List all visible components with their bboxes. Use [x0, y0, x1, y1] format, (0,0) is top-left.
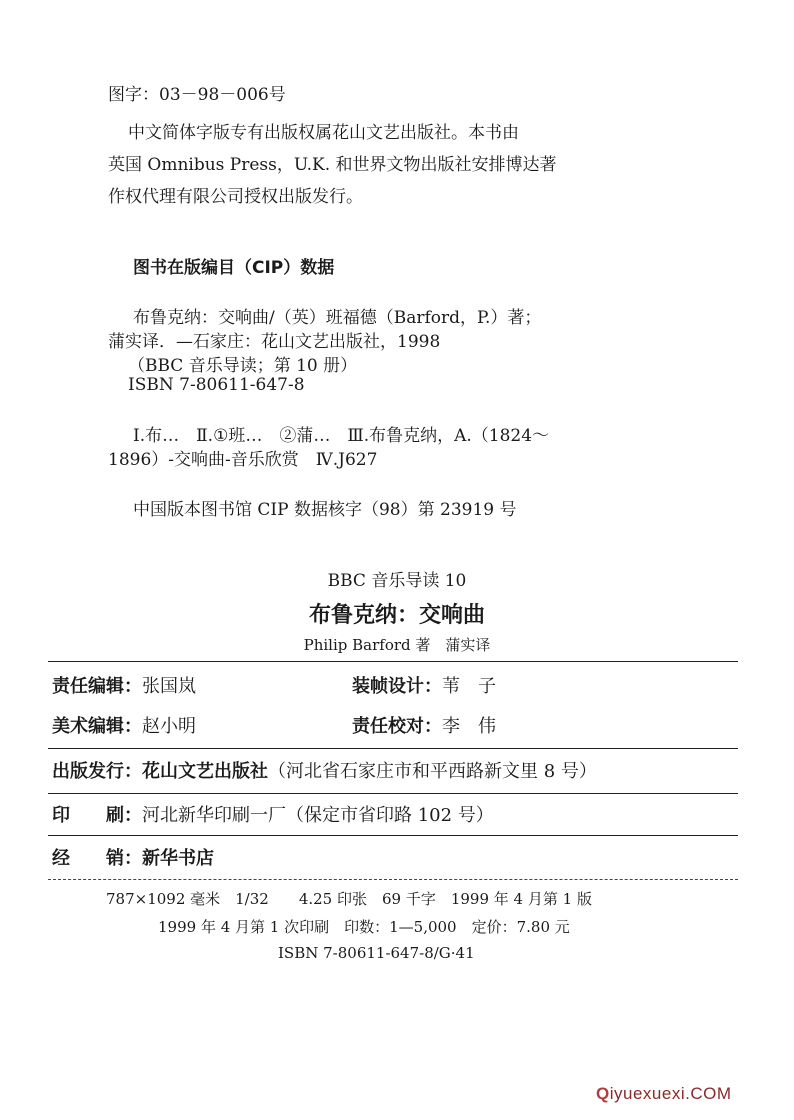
- cip-isbn: ISBN 7-80611-647-8: [128, 375, 305, 395]
- editor-label: 责任编辑：: [52, 676, 142, 697]
- editor-row: [52, 672, 196, 698]
- design-name: 苇 子: [442, 676, 496, 697]
- license-line-3: 作权代理有限公司授权出版发行。: [108, 187, 363, 207]
- permit-number: 图字：03－98－006号: [108, 85, 286, 105]
- divider-credits-2: [48, 793, 738, 794]
- cip-record-line-2: 蒲实译．—石家庄：花山文艺出版社，1998: [108, 332, 441, 352]
- license-line-1: 中文简体字版专有出版权属花山文艺出版社。本书由: [128, 123, 519, 143]
- watermark-text: iyuexuexi.COM: [609, 1084, 732, 1103]
- design-label: 装帧设计：: [352, 676, 442, 697]
- cip-record-line-1: 布鲁克纳：交响曲/（英）班福德（Barford，P.）著；: [133, 308, 542, 328]
- book-author: Philip Barford 著 蒲实译: [303, 636, 491, 654]
- cip-approval: 中国版本图书馆 CIP 数据核字（98）第 23919 号: [133, 500, 517, 520]
- publisher-name: 花山文艺出版社: [142, 761, 268, 782]
- watermark-logo-letter: Q: [596, 1084, 610, 1103]
- series-name: BBC 音乐导读 10: [327, 571, 467, 591]
- book-title: 布鲁克纳：交响曲: [308, 603, 485, 628]
- distributor-row: [52, 844, 214, 870]
- cip-class-line-1: Ⅰ.布… Ⅱ.①班… ②蒲… Ⅲ.布鲁克纳，A.（1824～: [133, 426, 550, 446]
- printer-label: 印 刷：: [52, 805, 142, 826]
- publisher-row: [52, 757, 597, 783]
- cip-heading: 图书在版编目（CIP）数据: [133, 258, 335, 278]
- editor-name: 张国岚: [142, 676, 196, 697]
- publisher-label: 出版发行：: [52, 761, 142, 782]
- distributor-label: 经 销：: [52, 848, 142, 869]
- publisher-address: （河北省石家庄市和平西路新文里 8 号）: [268, 761, 597, 782]
- proof-name: 李 伟: [442, 716, 496, 737]
- divider-bottom: [48, 879, 738, 880]
- printer-row: [52, 801, 494, 827]
- specs-line-2: 1999 年 4 月第 1 次印刷 印数：1—5,000 定价：7.80 元: [158, 918, 570, 936]
- site-watermark: [596, 1084, 732, 1104]
- proof-row: [352, 712, 496, 738]
- divider-credits-3: [48, 835, 738, 836]
- specs-isbn: ISBN 7-80611-647-8/G·41: [278, 944, 475, 962]
- art-name: 赵小明: [142, 716, 196, 737]
- proof-label: 责任校对：: [352, 716, 442, 737]
- printer-name: 河北新华印刷一厂（保定市省印路 102 号）: [142, 805, 494, 826]
- distributor-name: 新华书店: [142, 848, 214, 869]
- art-label: 美术编辑：: [52, 716, 142, 737]
- design-row: [352, 672, 496, 698]
- divider-top: [48, 661, 738, 662]
- cip-record-line-3: （BBC 音乐导读；第 10 册）: [128, 356, 358, 376]
- cip-class-line-2: 1896）-交响曲-音乐欣赏 Ⅳ.J627: [108, 450, 378, 470]
- art-row: [52, 712, 196, 738]
- divider-credits-1: [48, 748, 738, 749]
- license-line-2: 英国 Omnibus Press，U.K. 和世界文物出版社安排博达著: [108, 155, 557, 175]
- specs-line-1: 787×1092 毫米 1/32 4.25 印张 69 千字 1999 年 4 月第 1 版: [106, 890, 592, 908]
